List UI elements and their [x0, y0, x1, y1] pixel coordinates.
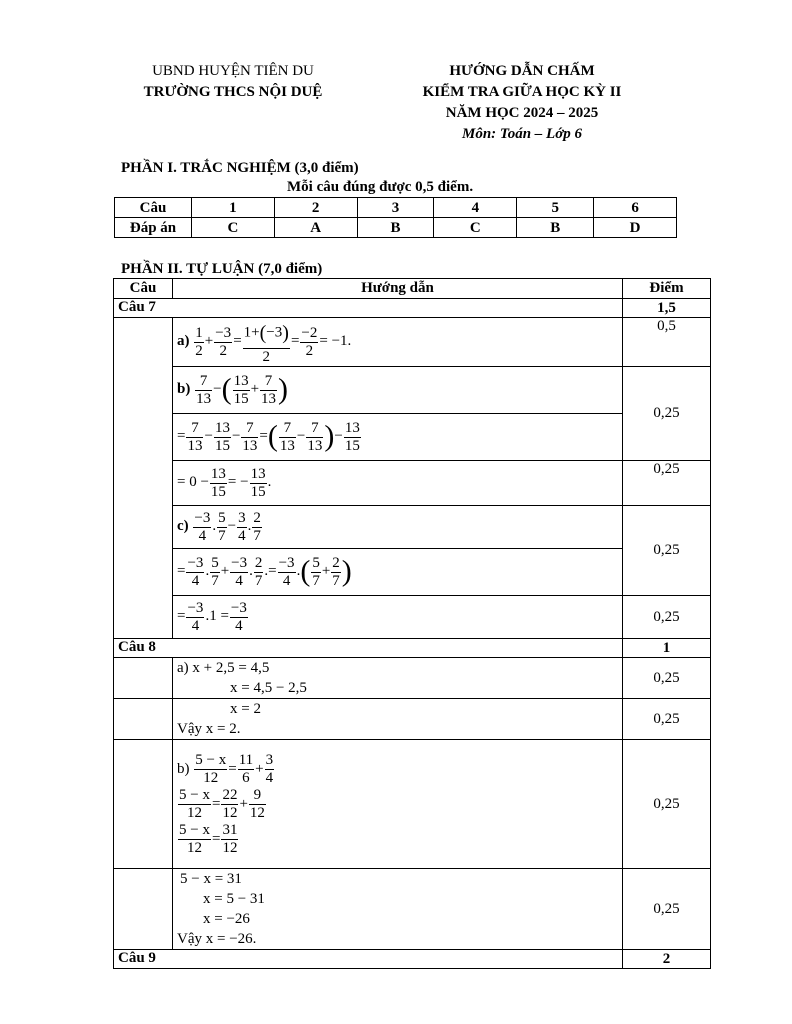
table-row [115, 218, 677, 238]
score-cell: 0,25 [623, 869, 711, 950]
equation-line: a) x + 2,5 = 4,5 [177, 660, 270, 676]
table-row [114, 699, 711, 740]
question-number: 5 [517, 198, 594, 218]
table-row [114, 950, 711, 969]
table-row [114, 506, 711, 549]
question-number: 4 [434, 198, 517, 218]
col-header-question: Câu [114, 279, 173, 299]
exam-name: KIỂM TRA GIỮA HỌC KỲ II [422, 84, 622, 100]
row-label-answer: Đáp án [115, 218, 192, 238]
part-label: c) [177, 518, 189, 535]
blank-cell [114, 699, 173, 740]
score-cell: 0,25 [623, 461, 711, 506]
table-row [114, 869, 711, 950]
table-row [114, 367, 711, 414]
part-label: b) [177, 381, 191, 398]
question-total: 2 [623, 950, 711, 969]
solution-7c-step1: c) $\frac{-3}{4}$ . $\frac{5}{7}$ − $\frac{3}{4}$ . $\frac{2}{7}$ [173, 506, 623, 549]
col-header-score: Điểm [623, 279, 711, 299]
equation-line: x = 4,5 − 2,5 [230, 680, 307, 696]
part1-title: PHẦN I. TRẮC NGHIỆM (3,0 điểm) [121, 160, 359, 176]
question-number: 6 [594, 198, 677, 218]
school-name: TRƯỜNG THCS NỘI DUỆ [143, 84, 323, 100]
answer-key-table [114, 197, 677, 238]
answer-cell: C [192, 218, 275, 238]
solution-7b-step2: = $\frac{7}{13}$ − $\frac{13}{15}$ − $\frac{7}{13}$ =( $\frac{7}{13}$ − $\frac{7}{13}$ )− $\frac{13}{15}$ [173, 414, 623, 461]
part-label: a) [177, 333, 190, 350]
score-cell: 0,25 [623, 596, 711, 639]
school-header [118, 61, 348, 103]
equation-line: x = 2 [230, 701, 261, 717]
solution-8b-step1: b) $\frac{5 - x}{12}$ = $\frac{11}{6}$ + $\frac{3}{4}$ $\frac{5 - x}{12}$ = $\frac{22}{12}$ + $\frac{9}{12}$ $\frac{5 - x}{12}$ = $\frac{31}{12}$ [173, 740, 623, 869]
score-cell: 0,5 [623, 318, 711, 367]
table-row [114, 414, 711, 461]
score-cell: 0,25 [623, 740, 711, 869]
part2-title: PHẦN II. TỰ LUẬN (7,0 điểm) [121, 261, 323, 277]
col-header-guide: Hướng dẫn [173, 279, 623, 299]
equation-line: x = −26 [203, 911, 250, 927]
solution-7b-step3: = 0 − $\frac{13}{15}$ = − $\frac{13}{15}$ . [173, 461, 623, 506]
solution-8a-step1 [173, 658, 623, 699]
equation-line: Vậy x = −26. [177, 931, 257, 947]
grading-table [113, 278, 711, 969]
score-cell: 0,25 [623, 658, 711, 699]
blank-cell [114, 740, 173, 869]
document-header [392, 61, 652, 145]
question-label: Câu 8 [114, 639, 623, 658]
score-cell: 0,25 [623, 699, 711, 740]
school-year: NĂM HỌC 2024 – 2025 [445, 105, 599, 121]
question-number: 2 [274, 198, 357, 218]
blank-cell [114, 869, 173, 950]
solution-8a-step2 [173, 699, 623, 740]
blank-cell [114, 658, 173, 699]
answer-cell: D [594, 218, 677, 238]
table-row [114, 318, 711, 367]
solution-7a: a) $\frac{1}{2}$ + $\frac{-3}{2}$ = $\frac{1+(-3)}{2}$ = $\frac{-2}{2}$ = −1. [173, 318, 623, 367]
table-row [115, 198, 677, 218]
equation-line: x = 5 − 31 [203, 891, 265, 907]
score-cell: 0,25 [623, 506, 711, 596]
answer-cell: B [517, 218, 594, 238]
subject-grade: Môn: Toán – Lớp 6 [461, 126, 582, 142]
table-row [114, 299, 711, 318]
table-row [114, 658, 711, 699]
equation-line: Vậy x = 2. [177, 721, 241, 737]
table-row [114, 596, 711, 639]
answer-cell: B [357, 218, 434, 238]
table-row [114, 549, 711, 596]
question-number: 3 [357, 198, 434, 218]
doc-title: HƯỚNG DẪN CHẤM [449, 63, 595, 79]
solution-7c-step3: = $\frac{-3}{4}$ .1 = $\frac{-3}{4}$ [173, 596, 623, 639]
equation-line: 5 − x = 31 [180, 871, 242, 887]
question-label: Câu 7 [114, 299, 623, 318]
score-cell: 0,25 [623, 367, 711, 461]
table-row [114, 639, 711, 658]
part1-subtitle: Mỗi câu đúng được 0,5 điểm. [287, 179, 474, 195]
row-label-question: Câu [115, 198, 192, 218]
district-name: UBND HUYỆN TIÊN DU [152, 63, 314, 79]
blank-cell [114, 318, 173, 639]
question-total: 1 [623, 639, 711, 658]
question-total: 1,5 [623, 299, 711, 318]
solution-8b-step2 [173, 869, 623, 950]
answer-cell: C [434, 218, 517, 238]
solution-7c-step2: = $\frac{-3}{4}$ . $\frac{5}{7}$ + $\frac{-3}{4}$ . $\frac{2}{7}$ .= $\frac{-3}{4}$ .( $\frac{5}{7}$ + $\frac{2}{7}$ ) [173, 549, 623, 596]
table-header-row [114, 279, 711, 299]
answer-cell: A [274, 218, 357, 238]
question-number: 1 [192, 198, 275, 218]
table-row [114, 461, 711, 506]
part-label: b) [177, 760, 190, 777]
solution-7b-step1: b) $\frac{7}{13}$ −( $\frac{13}{15}$ + $\frac{7}{13}$ ) [173, 367, 623, 414]
table-row [114, 740, 711, 869]
question-label: Câu 9 [114, 950, 623, 969]
